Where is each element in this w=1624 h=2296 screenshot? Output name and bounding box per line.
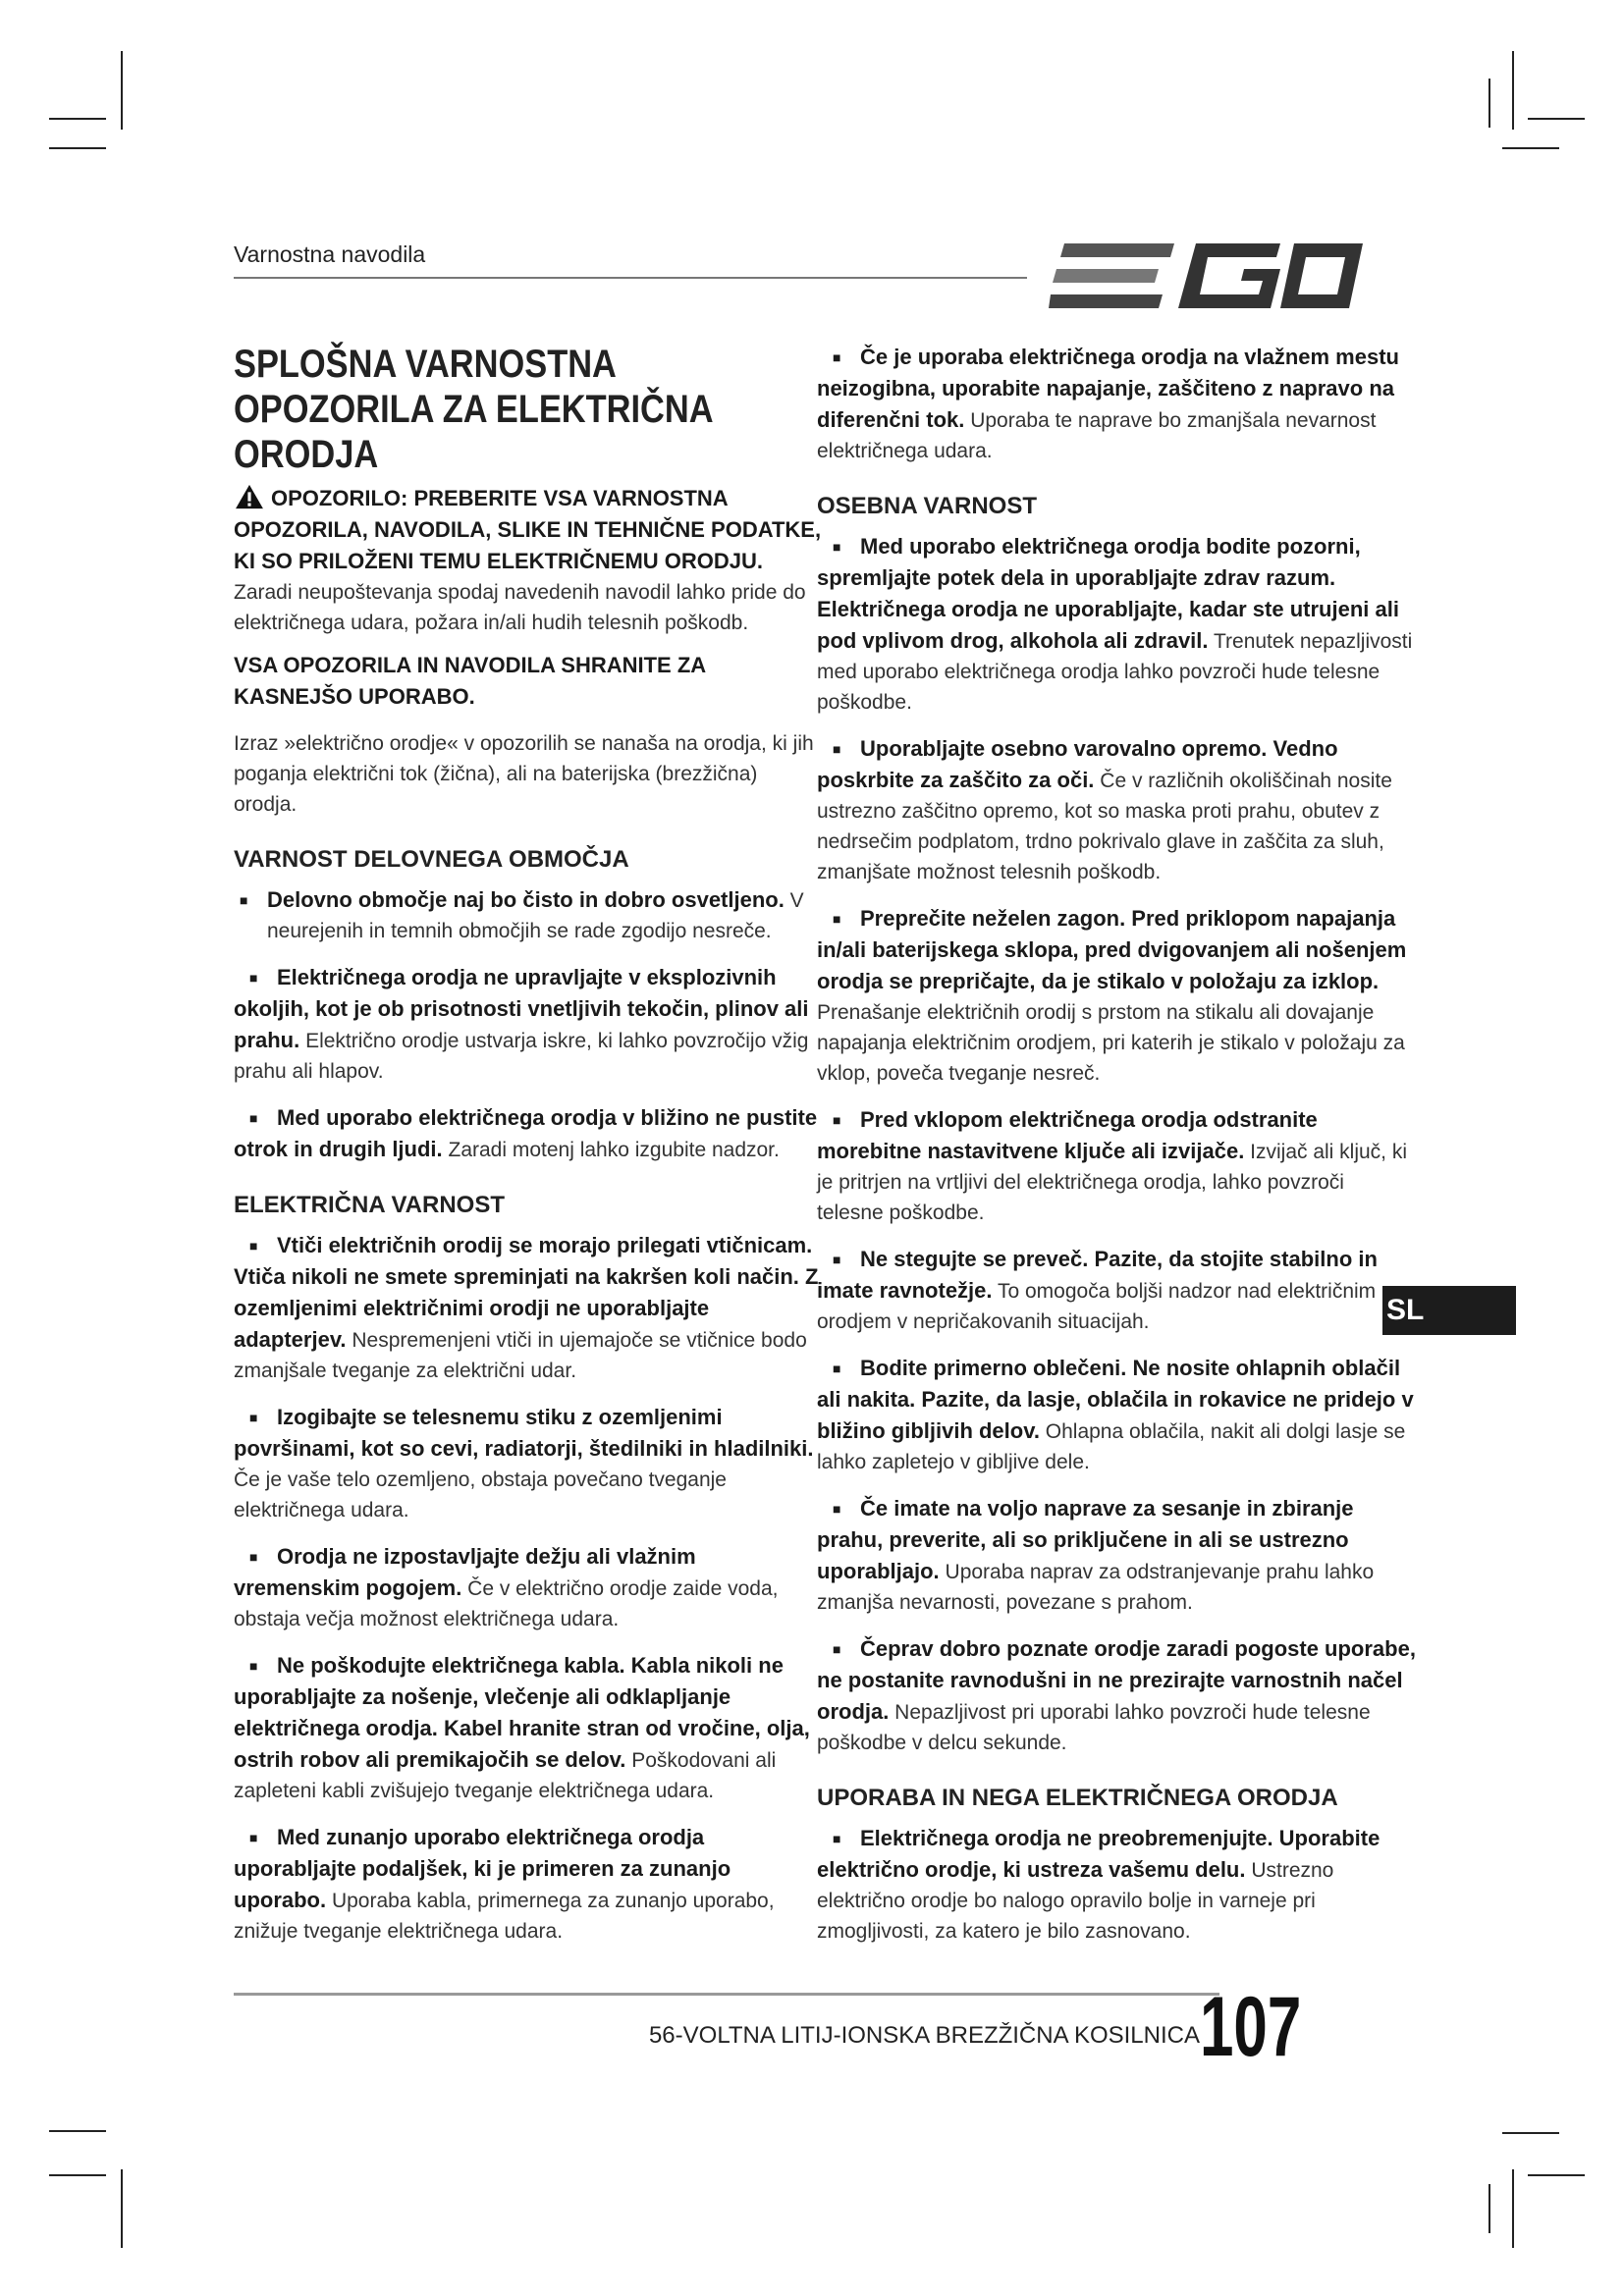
warning-triangle-icon xyxy=(234,484,265,509)
bullet-icon: ■ xyxy=(833,1112,841,1128)
list-item: ■ Pred vklopom električnega orodja odstranite morebitne nastavitvene ključe ali izvijače. Izvijač ali ključ, ki je pritrjen na vrtljivi del električnega orodja, lahko povzroči telesne poškodbe. xyxy=(817,1107,1408,1224)
bullet-icon: ■ xyxy=(249,1238,258,1254)
keep-instructions: VSA OPOZORILA IN NAVODILA SHRANITE ZA KASNEJŠO UPORABO. xyxy=(234,653,706,709)
crop-mark xyxy=(1528,118,1585,120)
bullet-icon: ■ xyxy=(833,1361,841,1376)
crop-mark xyxy=(121,2169,123,2248)
bullet-icon: ■ xyxy=(833,911,841,927)
language-tab: SL xyxy=(1382,1286,1516,1335)
list-item: ■ Delovno območje naj bo čisto in dobro osvetljeno. V neurejenih in temnih območjih se rade zgodijo nesreče. xyxy=(234,884,823,946)
bullet-icon: ■ xyxy=(249,1110,258,1126)
crop-mark xyxy=(1512,2169,1514,2248)
crop-mark xyxy=(49,118,106,120)
warning-block xyxy=(234,483,823,638)
bullet-icon: ■ xyxy=(833,1831,841,1846)
bullet-icon: ■ xyxy=(833,741,841,757)
crop-mark xyxy=(1489,2184,1490,2233)
crop-mark xyxy=(49,2174,106,2176)
section-heading-personal: OSEBNA VARNOST xyxy=(817,493,1038,519)
crop-mark xyxy=(1489,79,1490,128)
warning-text: Zaradi neupoštevanja spodaj navedenih navodil lahko pride do električnega udara, požara in/ali hudih telesnih poškodb. xyxy=(234,581,806,634)
list-item: ■ Med uporabo električnega orodja bodite pozorni, spremljajte potek dela in uporabljajte zdrav razum. Električnega orodja ne uporabljajte, kadar ste utrujeni ali pod vplivom drog, alkohola ali zdravil. Trenutek nepazljivosti med uporabo električnega orodja lahko povzroči hude telesne poškodbe. xyxy=(817,534,1413,714)
section-label: Varnostna navodila xyxy=(234,241,426,267)
footer-product-name: 56-VOLTNA LITIJ-IONSKA BREZŽIČNA KOSILNICA xyxy=(648,2022,1200,2049)
bullet-icon: ■ xyxy=(833,539,841,555)
list-item: ■ Preprečite neželen zagon. Pred priklopom napajanja in/ali baterijskega sklopa, pred dvigovanjem ali nošenjem orodja se prepričajte, da je stikalo v položaju za izklop. Prenašanje električnih orodij s prstom na stikalu ali dovajanje napajanja električnim orodjem, pri katerih je stikalo v položaju za vklop, poveča tveganje nesreč. xyxy=(817,906,1407,1085)
term-definition: Izraz »električno orodje« v opozorilih se nanaša na orodja, ki jih poganja električni tok (žična), ali na baterijska (brezžična) orodja. xyxy=(234,732,814,816)
bullet-icon: ■ xyxy=(249,1549,258,1565)
bullet-icon: ■ xyxy=(240,892,248,908)
bullet-icon: ■ xyxy=(249,970,258,986)
section-heading-work-area: VARNOST DELOVNEGA OBMOČJA xyxy=(234,846,629,873)
list-item: ■ Izogibajte se telesnemu stiku z ozemljenimi površinami, kot so cevi, radiatorji, štedilniki in hladilniki. Če je vaše telo ozemljeno, obstaja povečano tveganje električnega udara. xyxy=(234,1405,814,1522)
right-column xyxy=(817,342,1416,1962)
footer-rule xyxy=(234,1993,1219,1996)
list-item: ■ Če je uporaba električnega orodja na vlažnem mestu neizogibna, uporabite napajanje, zaščiteno z napravo na diferenčni tok. Uporaba te naprave bo zmanjšala nevarnost električnega udara. xyxy=(817,345,1399,462)
list-item: ■ Električnega orodja ne upravljajte v eksplozivnih okoljih, kot je ob prisotnosti vnetljivih tekočin, plinov ali prahu. Električno orodje ustvarja iskre, ki lahko povzročijo vžig prahu ali hlapov. xyxy=(234,965,809,1083)
warning-bold: OPOZORILO: PREBERITE VSA VARNOSTNA OPOZORILA, NAVODILA, SLIKE IN TEHNIČNE PODATKE, KI SO PRILOŽENI TEMU ELEKTRIČNEMU ORODJU. xyxy=(234,486,822,573)
section-heading-electrical: ELEKTRIČNA VARNOST xyxy=(234,1192,505,1218)
list-item: ■ Če imate na voljo naprave za sesanje in zbiranje prahu, preverite, ali so priključene in ali se ustrezno uporabljajo. Uporaba naprav za odstranjevanje prahu lahko zmanjša nevarnosti, povezane s prahom. xyxy=(817,1496,1375,1614)
bullet-icon: ■ xyxy=(249,1658,258,1674)
crop-mark xyxy=(1502,147,1559,149)
list-item: ■ Električnega orodja ne preobremenjujte. Uporabite električno orodje, ki ustreza vašemu delu. Ustrezno električno orodje bo nalogo opravilo bolje in varneje pri zmogljivosti, za katero je bilo zasnovano. xyxy=(817,1826,1380,1943)
crop-mark xyxy=(1528,2174,1585,2176)
list-item: ■ Med uporabo električnega orodja v bližino ne pustite otrok in drugih ljudi. Zaradi motenj lahko izgubite nadzor. xyxy=(234,1105,818,1161)
list-item: ■ Vtiči električnih orodij se morajo prilegati vtičnicam. Vtiča nikoli ne smete spreminjati na kakršen koli način. Z ozemljenimi električnimi orodji ne uporabljajte adapterjev. Nespremenjeni vtiči in ujemajoče se vtičnice bodo zmanjšale tveganje za električni udar. xyxy=(234,1233,819,1382)
bullet-icon: ■ xyxy=(833,1252,841,1267)
list-item: ■ Ne stegujte se preveč. Pazite, da stojite stabilno in imate ravnotežje. To omogoča boljši nadzor nad električnim orodjem v nepričakovanih situacijah. xyxy=(817,1247,1378,1333)
list-item: ■ Čeprav dobro poznate orodje zaradi pogoste uporabe, ne postanite ravnodušni in ne prezirajte varnostnih načel orodja. Nepazljivost pri uporabi lahko povzroči hude telesne poškodbe v delcu sekunde. xyxy=(817,1636,1416,1754)
bullet-icon: ■ xyxy=(249,1410,258,1425)
section-heading-use-care: UPORABA IN NEGA ELEKTRIČNEGA ORODJA xyxy=(817,1785,1338,1811)
list-item: ■ Ne poškodujte električnega kabla. Kabla nikoli ne uporabljajte za nošenje, vlečenje ali odklapljanje električnega orodja. Kabel hranite stran od vročine, olja, ostrih robov ali premikajočih se delov. Poškodovani ali zapleteni kabli zvišujejo tveganje električnega udara. xyxy=(234,1653,810,1802)
crop-mark xyxy=(49,147,106,149)
bullet-icon: ■ xyxy=(833,1641,841,1657)
ego-logo xyxy=(1049,238,1363,314)
crop-mark xyxy=(1502,2132,1559,2134)
page-title: SPLOŠNA VARNOSTNA OPOZORILA ZA ELEKTRIČNA ORODJA xyxy=(234,343,713,476)
page-number: 107 xyxy=(1200,1980,1302,2074)
list-item: ■ Uporabljajte osebno varovalno opremo. Vedno poskrbite za zaščito za oči. Če v različnih okoliščinah nosite ustrezno zaščitno opremo, kot so maska proti prahu, obutev z nedrsečim podplatom, trdno pokrivalo glave in zaščita za sluh, zmanjšate možnost telesnih poškodb. xyxy=(817,736,1392,883)
bullet-icon: ■ xyxy=(249,1830,258,1845)
crop-mark xyxy=(1512,51,1514,130)
crop-mark xyxy=(121,51,123,130)
list-item: ■ Med zunanjo uporabo električnega orodja uporabljajte podaljšek, ki je primeren za zunanjo uporabo. Uporaba kabla, primernega za zunanjo uporabo, znižuje tveganje električnega udara. xyxy=(234,1825,775,1943)
bullet-icon: ■ xyxy=(833,349,841,365)
crop-mark xyxy=(49,2130,106,2132)
list-item: ■ Orodja ne izpostavljajte dežju ali vlažnim vremenskim pogojem. Če v električno orodje zaide voda, obstaja večja možnost električnega udara. xyxy=(234,1544,779,1630)
bullet-icon: ■ xyxy=(833,1501,841,1517)
left-column xyxy=(234,342,823,1962)
header-rule xyxy=(234,277,1027,279)
list-item: ■ Bodite primerno oblečeni. Ne nosite ohlapnih oblačil ali nakita. Pazite, da lasje, oblačila in rokavice ne pridejo v bližino gibljivih delov. Ohlapna oblačila, nakit ali dolgi lasje se lahko zapletejo v gibljive dele. xyxy=(817,1356,1414,1473)
